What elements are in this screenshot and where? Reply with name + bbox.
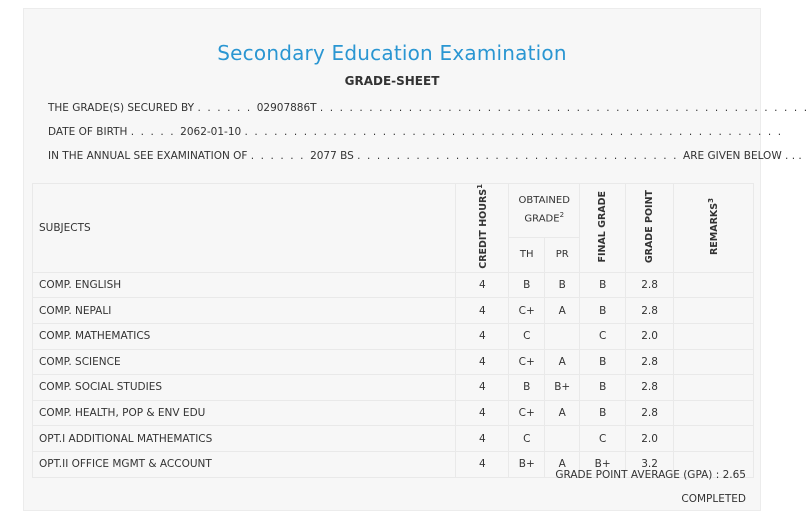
remarks (674, 426, 754, 452)
table-row (33, 349, 754, 375)
credit-hours: 4 (456, 426, 509, 452)
page-subtitle: GRADE-SHEET (344, 74, 440, 88)
credit-hours: 4 (456, 323, 509, 349)
grade-pr: A (545, 298, 580, 324)
gpa-label: GRADE POINT AVERAGE (GPA) : (555, 469, 720, 481)
grade-th: B+ (509, 451, 545, 477)
grade-pr: A (545, 451, 580, 477)
subject-name: OPT.II OFFICE MGMT & ACCOUNT (33, 451, 456, 477)
remarks (674, 375, 754, 401)
grade-pr: B (545, 272, 580, 298)
grade-th: C+ (509, 349, 545, 375)
subjects-header: SUBJECTS (33, 184, 456, 273)
secured-by-label: THE GRADE(S) SECURED BY (48, 102, 195, 114)
table-row (33, 426, 754, 452)
grade-th: C (509, 323, 545, 349)
grade-pr: A (545, 400, 580, 426)
remarks (674, 323, 754, 349)
grade-point: 2.8 (626, 400, 674, 426)
subject-name: COMP. ENGLISH (33, 272, 456, 298)
credit-hours: 4 (456, 451, 509, 477)
final-grade: B (580, 400, 626, 426)
table-row (33, 298, 754, 324)
dob-label: DATE OF BIRTH (48, 126, 128, 138)
subject-name: COMP. MATHEMATICS (33, 323, 456, 349)
credit-hours: 4 (456, 272, 509, 298)
exam-line: IN THE ANNUAL SEE EXAMINATION OF . . . . . . 2077 BS . . . . . . . . . . . . . . . . . . . . . . . . . . . . . . . . . ARE GIVEN BELOW . . . (48, 150, 802, 162)
remarks (674, 272, 754, 298)
grade-th: B (509, 272, 545, 298)
final-grade: B (580, 349, 626, 375)
final-grade: B (580, 298, 626, 324)
final-grade: B (580, 272, 626, 298)
final-grade: B (580, 375, 626, 401)
gpa-value: 2.65 (722, 469, 746, 481)
gpa-summary (555, 469, 746, 481)
credit-hours: 4 (456, 349, 509, 375)
grade-th: C+ (509, 400, 545, 426)
page-title: Secondary Education Examination (217, 41, 567, 65)
table-row (33, 323, 754, 349)
final-grade: C (580, 426, 626, 452)
grade-th: B (509, 375, 545, 401)
grade-point: 2.8 (626, 375, 674, 401)
th-header: TH (509, 237, 545, 272)
grade-th: C+ (509, 298, 545, 324)
remarks (674, 298, 754, 324)
subject-name: COMP. SCIENCE (33, 349, 456, 375)
remarks-header: REMARKS$^3$ (674, 184, 754, 273)
dob-line: DATE OF BIRTH . . . . . 2062-01-10 . . . . . . . . . . . . . . . . . . . . . . . . . . . . . . . . . . . . . . . . . . . . . . . . . . . . . . . (48, 126, 783, 138)
table-row (33, 272, 754, 298)
grade-pr (545, 426, 580, 452)
obtained-grade-header: OBTAINED GRADE$^2$ (509, 184, 580, 238)
credit-hours: 4 (456, 400, 509, 426)
pr-header: PR (545, 237, 580, 272)
final-grade: B+ (580, 451, 626, 477)
table-row (33, 375, 754, 401)
grade-pr: B+ (545, 375, 580, 401)
grade-sheet-card (23, 8, 809, 511)
credit-hours: 4 (456, 298, 509, 324)
secured-by-line: THE GRADE(S) SECURED BY . . . . . . 02907886T . . . . . . . . . . . . . . . . . . . . . . . . . . . . . . . . . . . . . . . . . . . . . . . . . . (48, 102, 809, 114)
exam-year: 2077 BS (310, 150, 354, 162)
grade-point: 2.8 (626, 298, 674, 324)
grade-point: 3.2 (626, 451, 674, 477)
symbol-number: 02907886T (256, 102, 317, 114)
subject-name: COMP. HEALTH, POP & ENV EDU (33, 400, 456, 426)
grade-point: 2.8 (626, 272, 674, 298)
final-grade: C (580, 323, 626, 349)
remarks (674, 349, 754, 375)
dob-value: 2062-01-10 (180, 126, 242, 138)
credit-hours-header: CREDIT HOURS$^1$ (456, 184, 509, 273)
grade-pr (545, 323, 580, 349)
grade-pr: A (545, 349, 580, 375)
table-row (33, 400, 754, 426)
subject-name: COMP. NEPALI (33, 298, 456, 324)
subject-name: OPT.I ADDITIONAL MATHEMATICS (33, 426, 456, 452)
grade-point: 2.8 (626, 349, 674, 375)
grade-point-header: GRADE POINT (626, 184, 674, 273)
credit-hours: 4 (456, 375, 509, 401)
final-grade-header: FINAL GRADE (580, 184, 626, 273)
result-status: COMPLETED (681, 493, 746, 505)
remarks (674, 400, 754, 426)
grade-point: 2.0 (626, 323, 674, 349)
exam-label: IN THE ANNUAL SEE EXAMINATION OF (48, 150, 248, 162)
grade-point: 2.0 (626, 426, 674, 452)
grades-table (32, 183, 754, 478)
exam-suffix: ARE GIVEN BELOW . . . (683, 150, 802, 162)
grade-th: C (509, 426, 545, 452)
subject-name: COMP. SOCIAL STUDIES (33, 375, 456, 401)
